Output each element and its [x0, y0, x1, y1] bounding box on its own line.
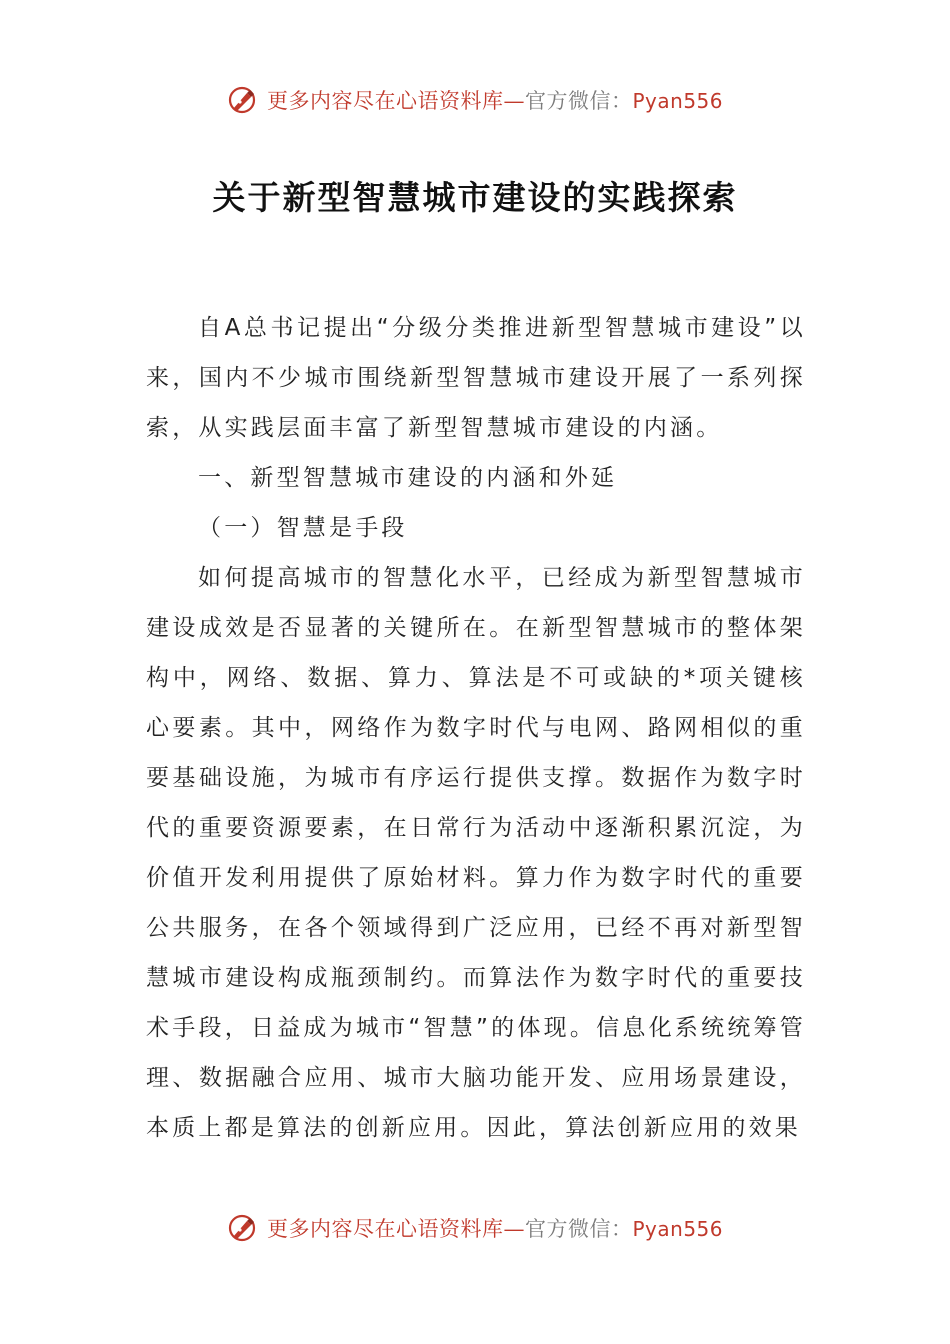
footer-watermark-banner	[0, 1208, 950, 1248]
footer-wechat-label: 官方微信：	[524, 1217, 633, 1241]
footer-wechat-handle: Pyan556	[632, 1217, 723, 1241]
footer-site-name: 更多内容尽在心语资料库	[266, 1217, 504, 1241]
header-site-name: 更多内容尽在心语资料库	[266, 89, 504, 113]
footer-banner-text	[267, 1213, 723, 1243]
header-banner-text	[267, 85, 723, 115]
paragraph-intro: 自A总书记提出“分级分类推进新型智慧城市建设”以来，国内不少城市围绕新型智慧城市建设开展了一系列探索，从实践层面丰富了新型智慧城市建设的内涵。	[146, 315, 806, 441]
paragraph-body: 如何提高城市的智慧化水平，已经成为新型智慧城市建设成效是否显著的关键所在。在新型智慧城市的整体架构中，网络、数据、算力、算法是不可或缺的*项关键核心要素。其中，网络作为数字时代与电网、路网相似的重要基础设施，为城市有序运行提供支撑。数据作为数字时代的重要资源要素，在日常行为活动中逐渐积累沉淀，为价值开发利用提供了原始材料。算力作为数字时代的重要公共服务，在各个领域得到广泛应用，已经不再对新型智慧城市建设构成瓶颈制约。而算法作为数字时代的重要技术手段，日益成为城市“智慧”的体现。信息化系统统筹管理、数据融合应用、城市大脑功能开发、应用场景建设，本质上都是算法的创新应用。因此，算法创新应用的效果	[146, 565, 806, 1141]
subsection-heading-1: （一）智慧是手段	[198, 515, 408, 541]
pen-nib-logo-icon	[227, 85, 257, 115]
pen-nib-logo-icon	[227, 1213, 257, 1243]
document-body	[146, 303, 806, 1153]
header-wechat-label: 官方微信：	[524, 89, 633, 113]
footer-separator: —	[503, 1217, 525, 1241]
section-heading-1: 一、新型智慧城市建设的内涵和外延	[198, 465, 618, 491]
header-wechat-handle: Pyan556	[632, 89, 723, 113]
header-watermark-banner	[0, 80, 950, 120]
header-separator: —	[503, 89, 525, 113]
document-title: 关于新型智慧城市建设的实践探索	[212, 178, 738, 217]
